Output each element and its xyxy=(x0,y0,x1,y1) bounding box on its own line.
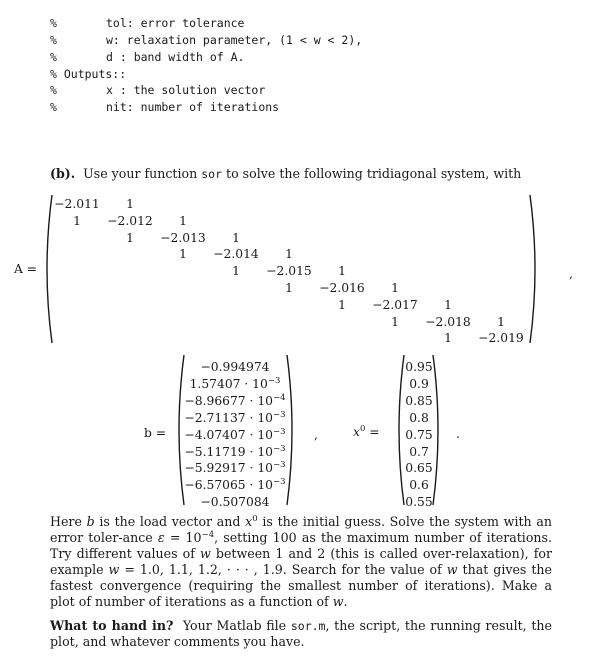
matrix-cell: −2.017 xyxy=(372,297,418,312)
matrix-cell: 1 xyxy=(232,230,240,245)
code-comment-marker: % Outputs:: xyxy=(50,67,127,81)
vector-x0-entry: 0.8 xyxy=(409,410,429,425)
matrix-cell: 1 xyxy=(338,264,346,279)
code-comment-marker: % xyxy=(50,33,57,47)
vector-x0-entry: 0.75 xyxy=(405,427,433,442)
code-line: tol: error tolerance xyxy=(106,16,245,30)
matrix-cell: 1 xyxy=(497,314,505,329)
vector-b-entry: $-4.07407 \cdot 10^{-3}$ xyxy=(184,426,286,442)
matrix-cell: −2.012 xyxy=(107,213,153,228)
matrix-cell: 1 xyxy=(444,297,452,312)
matrix-cell: −2.015 xyxy=(266,264,312,279)
matrix-cell: 1 xyxy=(232,264,240,279)
matrix-cell: 1 xyxy=(126,197,134,211)
code-line: w: relaxation parameter, (1 < w < 2), xyxy=(106,33,363,47)
vector-x0-entry: 0.65 xyxy=(405,461,433,476)
matrix-cell: −2.014 xyxy=(213,247,259,262)
matrix-cell: −2.011 xyxy=(54,197,100,211)
vector-x0-entry: 0.6 xyxy=(409,478,429,493)
vector-b-entry: $1.57407 \cdot 10^{-3}$ xyxy=(189,375,281,391)
matrix-cell: 1 xyxy=(444,331,452,346)
vector-b-entry: $-6.57065 \cdot 10^{-3}$ xyxy=(184,477,286,493)
right-paren xyxy=(528,194,542,344)
matrix-cell: 1 xyxy=(126,230,134,245)
vector-x0-label: $x^0$ = xyxy=(353,423,380,439)
vector-b-entry: $-2.71137 \cdot 10^{-3}$ xyxy=(184,409,286,425)
right-paren xyxy=(431,354,445,506)
part-b-intro: (b). Use your function sor to solve the following tridiagonal system, with xyxy=(50,166,522,181)
left-paren xyxy=(392,354,406,506)
vector-x0-entry: 0.55 xyxy=(405,495,433,510)
matrix-cell: 1 xyxy=(338,297,346,312)
vector-b-trailing: , xyxy=(314,428,318,442)
matrix-cell: −2.018 xyxy=(425,314,471,329)
vector-b-entry: $-5.92917 \cdot 10^{-3}$ xyxy=(184,460,286,476)
code-comment-marker: % xyxy=(50,83,57,97)
vector-b-entry: $-5.11719 \cdot 10^{-3}$ xyxy=(184,443,286,459)
file-name: sor.m xyxy=(290,619,326,633)
vector-b-entry: $-8.96677 \cdot 10^{-4}$ xyxy=(184,392,286,408)
code-line: x : the solution vector xyxy=(106,83,266,97)
vector-b-entry: −0.994974 xyxy=(200,360,270,374)
vector-x0-trailing: . xyxy=(456,427,460,441)
matrix-a-trailing: , xyxy=(569,267,573,281)
matrix-cell: 1 xyxy=(179,247,187,262)
code-line: d : band width of A. xyxy=(106,50,245,64)
right-paren xyxy=(285,354,299,506)
vector-b-entry: −0.507084 xyxy=(200,495,270,510)
vector-b-label: b = xyxy=(144,426,167,440)
vector-x0-entry: 0.85 xyxy=(405,393,433,408)
function-name: sor xyxy=(201,167,223,181)
matrix-cell: 1 xyxy=(285,281,293,295)
matrix-cell: 1 xyxy=(285,247,293,262)
hand-in-paragraph: What to hand in? Your Matlab file sor.m, the script, the running result, the plot, and whatever comments you have. xyxy=(50,618,552,649)
code-line: nit: number of iterations xyxy=(106,100,280,114)
left-paren xyxy=(40,194,54,344)
code-comment-marker: % xyxy=(50,50,57,64)
hand-in-label: What to hand in? xyxy=(50,618,174,633)
matrix-cell: −2.019 xyxy=(478,331,524,346)
matrix-cell: 1 xyxy=(391,281,399,295)
code-comment-marker: % xyxy=(50,100,57,114)
part-b-label: (b). xyxy=(50,166,76,181)
matrix-cell: −2.013 xyxy=(160,230,206,245)
matrix-a-label: A = xyxy=(14,262,38,276)
vector-x0-entry: 0.7 xyxy=(409,444,429,459)
vector-x0-entry: 0.95 xyxy=(405,360,433,374)
matrix-cell: 1 xyxy=(391,314,399,329)
matrix-cell: −2.016 xyxy=(319,281,365,295)
vector-x0-entry: 0.9 xyxy=(409,376,429,391)
matrix-cell: 1 xyxy=(179,213,187,228)
code-comment-marker: % xyxy=(50,16,57,30)
matrix-cell: 1 xyxy=(73,213,81,228)
instructions-paragraph: Here b is the load vector and $x^0$ is the initial guess. Solve the system with an error toler-ance $\varepsilon = 10^{-4}$, setting 100 as the maximum number of iterations. Try different values of w between 1 and 2 (this is called over-relaxation), for example w = 1.0, 1.1, 1.2, · · · , 1.9. Search for the value of w that gives the fastest convergence (requiring the smallest number of iterations). Make a plot of number of iterations as a function of w. xyxy=(50,513,552,609)
